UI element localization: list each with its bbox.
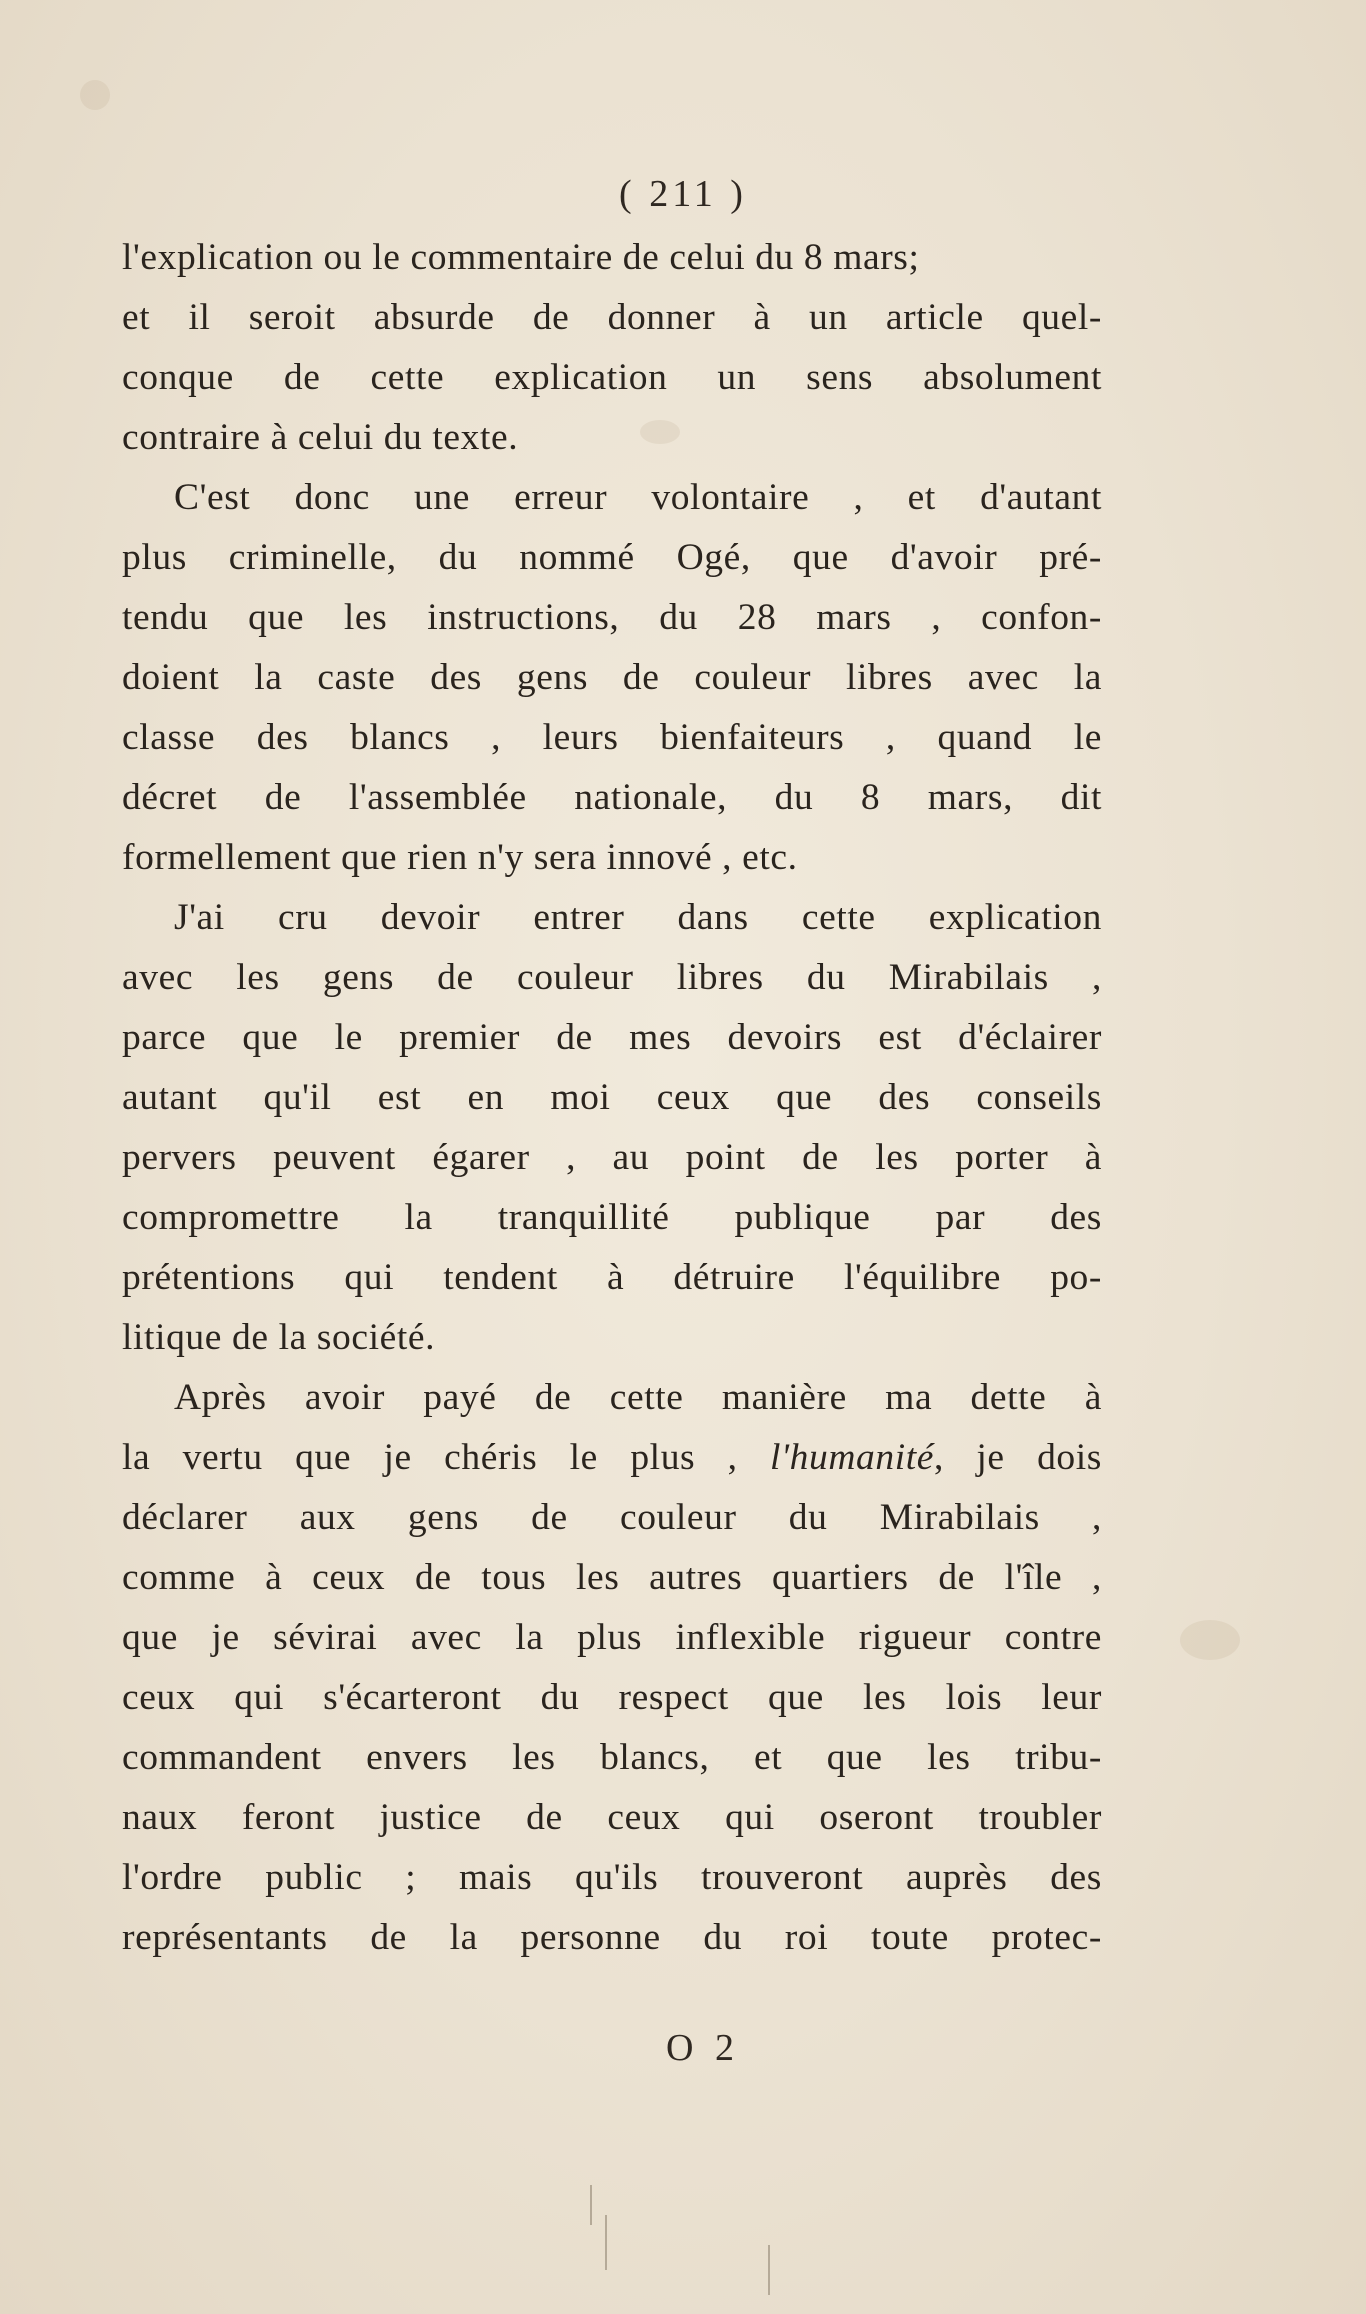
text-line: prétentions qui tendent à détruire l'équilibre po- [122,1257,1102,1298]
text-line: décret de l'assemblée nationale, du 8 mars, dit [122,777,1102,818]
text-line: C'est donc une erreur volontaire , et d'autant [174,477,1102,518]
text-line: tendu que les instructions, du 28 mars , confon- [122,597,1102,638]
text-line: l'explication ou le commentaire de celui du 8 mars; [122,237,920,278]
text-line: commandent envers les blancs, et que les tribu- [122,1737,1102,1778]
text-line: déclarer aux gens de couleur du Mirabilais , [122,1497,1102,1538]
text-line: l'ordre public ; mais qu'ils trouveront auprès des [122,1857,1102,1898]
text-line: contraire à celui du texte. [122,417,519,458]
text-line [122,1428,1102,1488]
text-line: comme à ceux de tous les autres quartiers de l'île , [122,1557,1102,1598]
text-line: parce que le premier de mes devoirs est d'éclairer [122,1017,1102,1058]
text-line: pervers peuvent égarer , au point de les porter à [122,1137,1102,1178]
italic-term: l'humanité [770,1437,935,1478]
binding-mark [605,2215,607,2270]
text-line: conque de cette explication un sens absolument [122,357,1102,398]
text-line: J'ai cru devoir entrer dans cette explication [174,897,1102,938]
text-line: naux feront justice de ceux qui oseront troubler [122,1797,1102,1838]
text-span: la vertu que je chéris le plus , [122,1437,771,1478]
paper-stain [80,80,110,110]
text-line: formellement que rien n'y sera innové , etc. [122,837,798,878]
body-text [122,228,1102,1968]
text-line: compromettre la tranquillité publique par des [122,1197,1102,1238]
text-line: autant qu'il est en moi ceux que des conseils [122,1077,1102,1118]
text-line: avec les gens de couleur libres du Mirabilais , [122,957,1102,998]
text-span: , je dois [934,1437,1102,1478]
page-number: ( 211 ) [619,173,747,215]
text-line: représentants de la personne du roi toute protec- [122,1917,1102,1958]
text-line: ceux qui s'écarteront du respect que les lois leur [122,1677,1102,1718]
text-line: litique de la société. [122,1317,436,1358]
text-line: classe des blancs , leurs bienfaiteurs , quand le [122,717,1102,758]
text-line: que je sévirai avec la plus inflexible rigueur contre [122,1617,1102,1658]
text-line: plus criminelle, du nommé Ogé, que d'avoir pré- [122,537,1102,578]
text-line: doient la caste des gens de couleur libres avec la [122,657,1102,698]
text-line: et il seroit absurde de donner à un article quel- [122,297,1102,338]
text-line: Après avoir payé de cette manière ma dette à [174,1377,1102,1418]
signature-mark: O 2 [666,2027,740,2069]
paper-stain [1180,1620,1240,1660]
binding-mark [768,2245,770,2295]
binding-mark [590,2185,592,2225]
